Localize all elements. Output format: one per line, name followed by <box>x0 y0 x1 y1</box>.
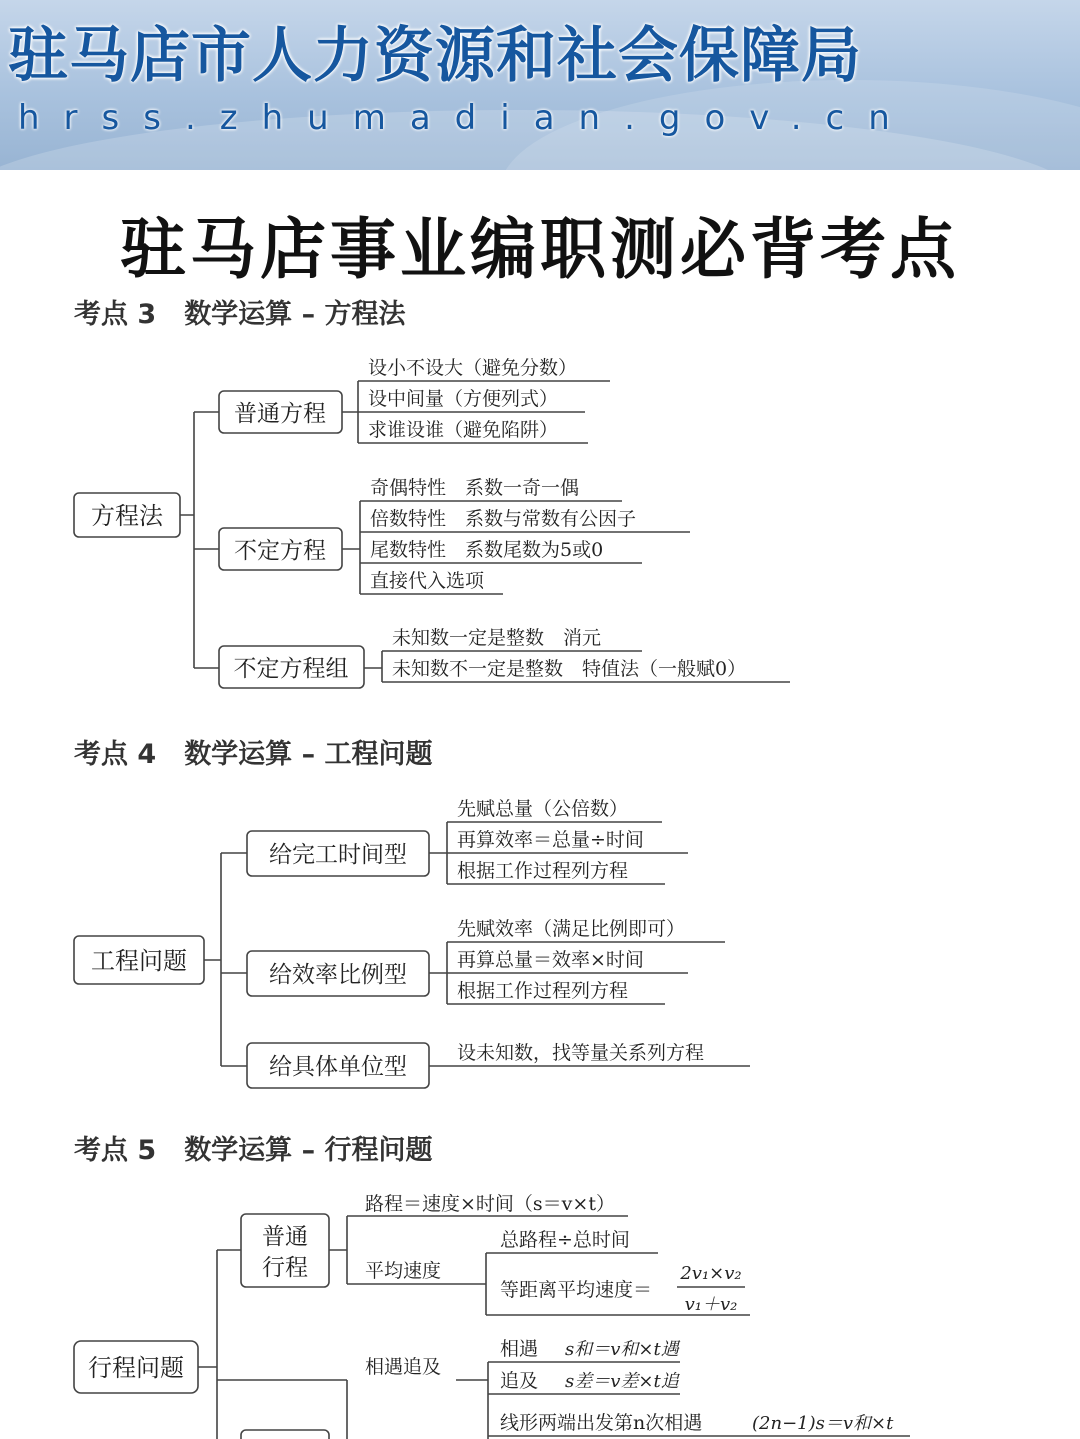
mindmap-work-problems <box>74 798 750 1088</box>
root-node-label: 方程法 <box>91 502 163 530</box>
leaf-text: 总路程÷总时间 <box>500 1229 630 1251</box>
branch-label: 相遇追及 <box>365 1356 442 1378</box>
formula-text: s差＝v差×t追 <box>565 1371 679 1392</box>
leaf-text: 先赋效率（满足比例即可） <box>457 918 686 940</box>
leaf-text: 等距离平均速度＝ <box>500 1279 653 1301</box>
branch-node-label: 给完工时间型 <box>269 842 407 868</box>
branch-node-label: 普通方程 <box>234 401 326 427</box>
leaf-text: 求谁设谁（避免陷阱） <box>368 419 559 441</box>
leaf-text: 路程＝速度×时间（s＝v×t） <box>365 1193 615 1215</box>
connector <box>180 412 219 668</box>
section-title: 数学运算 – 方程法 <box>184 299 406 330</box>
site-title: 驻马店市人力资源和社会保障局 <box>8 21 862 91</box>
mindmap-travel-problems <box>74 1193 910 1439</box>
formula-denominator: v₁＋v₂ <box>684 1294 738 1315</box>
leaf-text: 再算总量＝效率×时间 <box>457 949 644 971</box>
leaf-text: 奇偶特性 系数一奇一偶 <box>370 477 580 499</box>
root-node-label: 行程问题 <box>88 1354 184 1382</box>
section-title: 数学运算 – 行程问题 <box>184 1135 433 1166</box>
connector <box>198 1250 241 1439</box>
mindmap-equation-method <box>74 357 790 688</box>
leaf-text: 设小不设大（避免分数） <box>368 357 578 379</box>
leaf-text: 尾数特性 系数尾数为5或0 <box>370 539 604 561</box>
leaf-text: 再算效率＝总量÷时间 <box>457 829 644 851</box>
connector <box>204 853 247 1066</box>
branch-node-label: 不定方程 <box>234 538 326 564</box>
site-url[interactable]: hrss.zhumadian.gov.cn <box>18 98 914 138</box>
leaf-text: 根据工作过程列方程 <box>457 860 629 882</box>
formula-numerator: 2v₁×v₂ <box>680 1263 742 1284</box>
formula-text: s和＝v和×t遇 <box>565 1339 679 1360</box>
section-number: 考点 5 <box>74 1135 157 1166</box>
branch-node-label: 给效率比例型 <box>269 962 407 988</box>
branch-node-partial <box>241 1430 329 1439</box>
section-number: 考点 3 <box>74 299 157 330</box>
leaf-text: 设中间量（方便列式） <box>368 388 559 410</box>
leaf-text: 未知数一定是整数 消元 <box>392 627 602 649</box>
formula-text: (2n−1)s＝v和×t <box>752 1413 894 1434</box>
leaf-text: 平均速度 <box>365 1260 442 1282</box>
root-node-label: 工程问题 <box>91 947 187 975</box>
leaf-text: 线形两端出发第n次相遇 <box>500 1412 703 1434</box>
leaf-text: 先赋总量（公倍数） <box>457 798 629 820</box>
leaf-text: 设未知数，找等量关系列方程 <box>457 1042 705 1064</box>
branch-node-label: 给具体单位型 <box>269 1054 407 1080</box>
leaf-text: 根据工作过程列方程 <box>457 980 629 1002</box>
leaf-text: 倍数特性 系数与常数有公因子 <box>370 508 637 530</box>
branch-node-label: 普通 <box>262 1224 308 1250</box>
leaf-text: 追及 <box>500 1370 539 1392</box>
leaf-text: 直接代入选项 <box>370 570 485 592</box>
leaf-text: 未知数不一定是整数 特值法（一般赋0） <box>392 658 747 680</box>
page-title: 驻马店事业编职测必背考点 <box>120 210 960 288</box>
section-number: 考点 4 <box>74 739 157 770</box>
branch-node-label: 行程 <box>262 1255 308 1281</box>
leaf-text: 相遇 <box>500 1338 539 1360</box>
branch-node-label: 不定方程组 <box>233 656 349 682</box>
section-title: 数学运算 – 工程问题 <box>184 739 433 770</box>
